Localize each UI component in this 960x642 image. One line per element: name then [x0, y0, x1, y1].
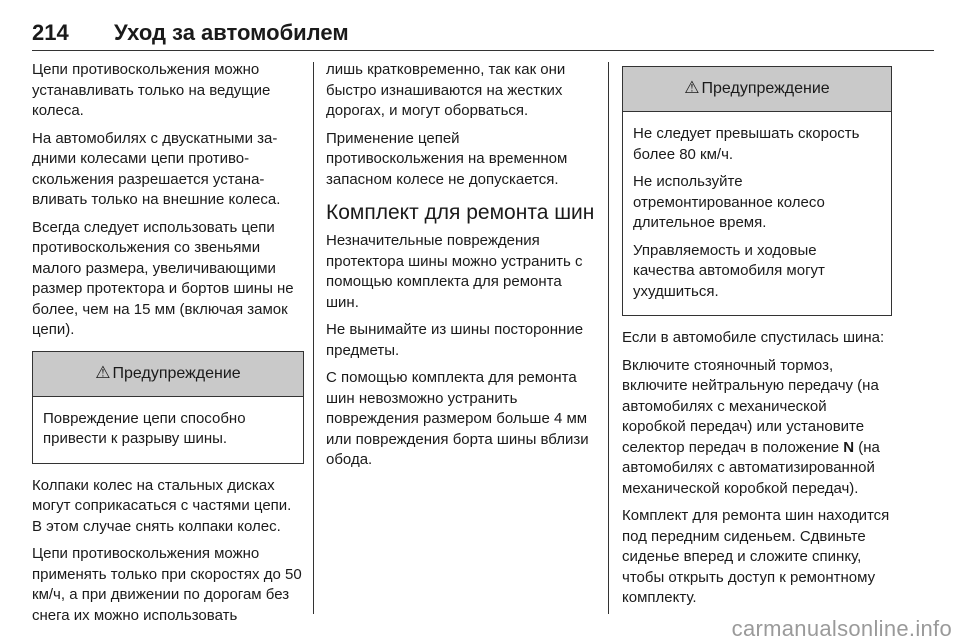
paragraph: Не вынимайте из шины посторонние предметы. — [326, 321, 584, 359]
paragraph: Цепи противоскольжения можно устанавливать только на ведущие колеса. — [32, 61, 271, 119]
warning-body — [33, 397, 303, 463]
text-column-1 — [32, 60, 304, 633]
paragraph: лишь кратковременно, так как они быстро изнашиваются на жестких дорогах, и могут оборваться. — [326, 61, 566, 119]
paragraph: Цепи противоскольжения можно применять только при скоростях до 50 км/ч, а при движении по дорогам без снега их можно использовать — [32, 545, 302, 624]
paragraph: На автомобилях с двускатными за-дними колесами цепи противо-скольжения разрешается устана-вливать только на внешние колеса. — [32, 129, 281, 208]
paragraph: Применение цепей противоскольжения на временном запасном колесе не допускается. — [326, 129, 568, 188]
paragraph: Колпаки колес на стальных дисках могут соприкасаться с частями цепи. В этом случае снять колпаки колес. — [32, 476, 292, 535]
warning-title-bar — [33, 352, 303, 397]
text-run: Включите стояночный тормоз, включите нейтральную передачу (на автомобилях с механической коробкой передач) или установите селектор передач в положение — [622, 356, 879, 456]
paragraph — [622, 356, 892, 500]
warning-box — [622, 66, 892, 316]
column-divider-2 — [608, 62, 609, 614]
warning-triangle-icon: ⚠ — [684, 78, 700, 97]
page-number: 214 — [32, 20, 69, 45]
warning-title-bar — [623, 67, 891, 112]
warning-body — [623, 112, 891, 315]
paragraph: Комплект для ремонта шин находится под передним сиденьем. Сдвиньте сиденье вперед и сложите спинку, чтобы открыть доступ к ремонтному комплекту. — [622, 507, 890, 606]
page-header — [32, 20, 934, 54]
warning-text: Не следует превышать скорость более 80 км/ч. — [633, 125, 860, 163]
paragraph: Всегда следует использовать цепи противоскольжения со звеньями малого размера, увеличивающими размер протектора и бортов шины не более, чем на 15 мм (включая замок цепи). — [32, 218, 294, 338]
warning-title: Предупреждение — [701, 80, 830, 97]
paragraph: Незначительные повреждения протектора шины можно устранить с помощью комплекта для ремонта шин. — [326, 232, 583, 311]
gear-position-n: N — [843, 438, 855, 456]
warning-title: Предупреждение — [112, 364, 241, 382]
warning-text: Управляемость и ходовые качества автомобиля могут ухудшиться. — [633, 241, 825, 300]
paragraph: Если в автомобиле спустилась шина: — [622, 329, 885, 346]
warning-triangle-icon: ⚠ — [95, 362, 111, 382]
section-heading: Комплект для ремонта шин — [326, 201, 595, 224]
warning-text: Повреждение цепи способно привести к разрыву шины. — [43, 409, 246, 447]
text-column-2 — [326, 60, 596, 478]
chapter-title: Уход за автомобилем — [114, 20, 349, 45]
column-divider-1 — [313, 62, 314, 614]
warning-box — [32, 351, 304, 464]
text-run: (на автомобилях с автоматизированной механической коробкой передач). — [622, 438, 880, 497]
paragraph: С помощью комплекта для ремонта шин невозможно устранить повреждения размером больше 4 мм или повреждения борта шины вблизи обода. — [326, 369, 589, 468]
text-column-3 — [622, 60, 892, 616]
header-rule — [32, 50, 934, 51]
watermark: carmanualsonline.info — [731, 616, 952, 641]
warning-text: Не используйте отремонтированное колесо длительное время. — [633, 173, 825, 231]
